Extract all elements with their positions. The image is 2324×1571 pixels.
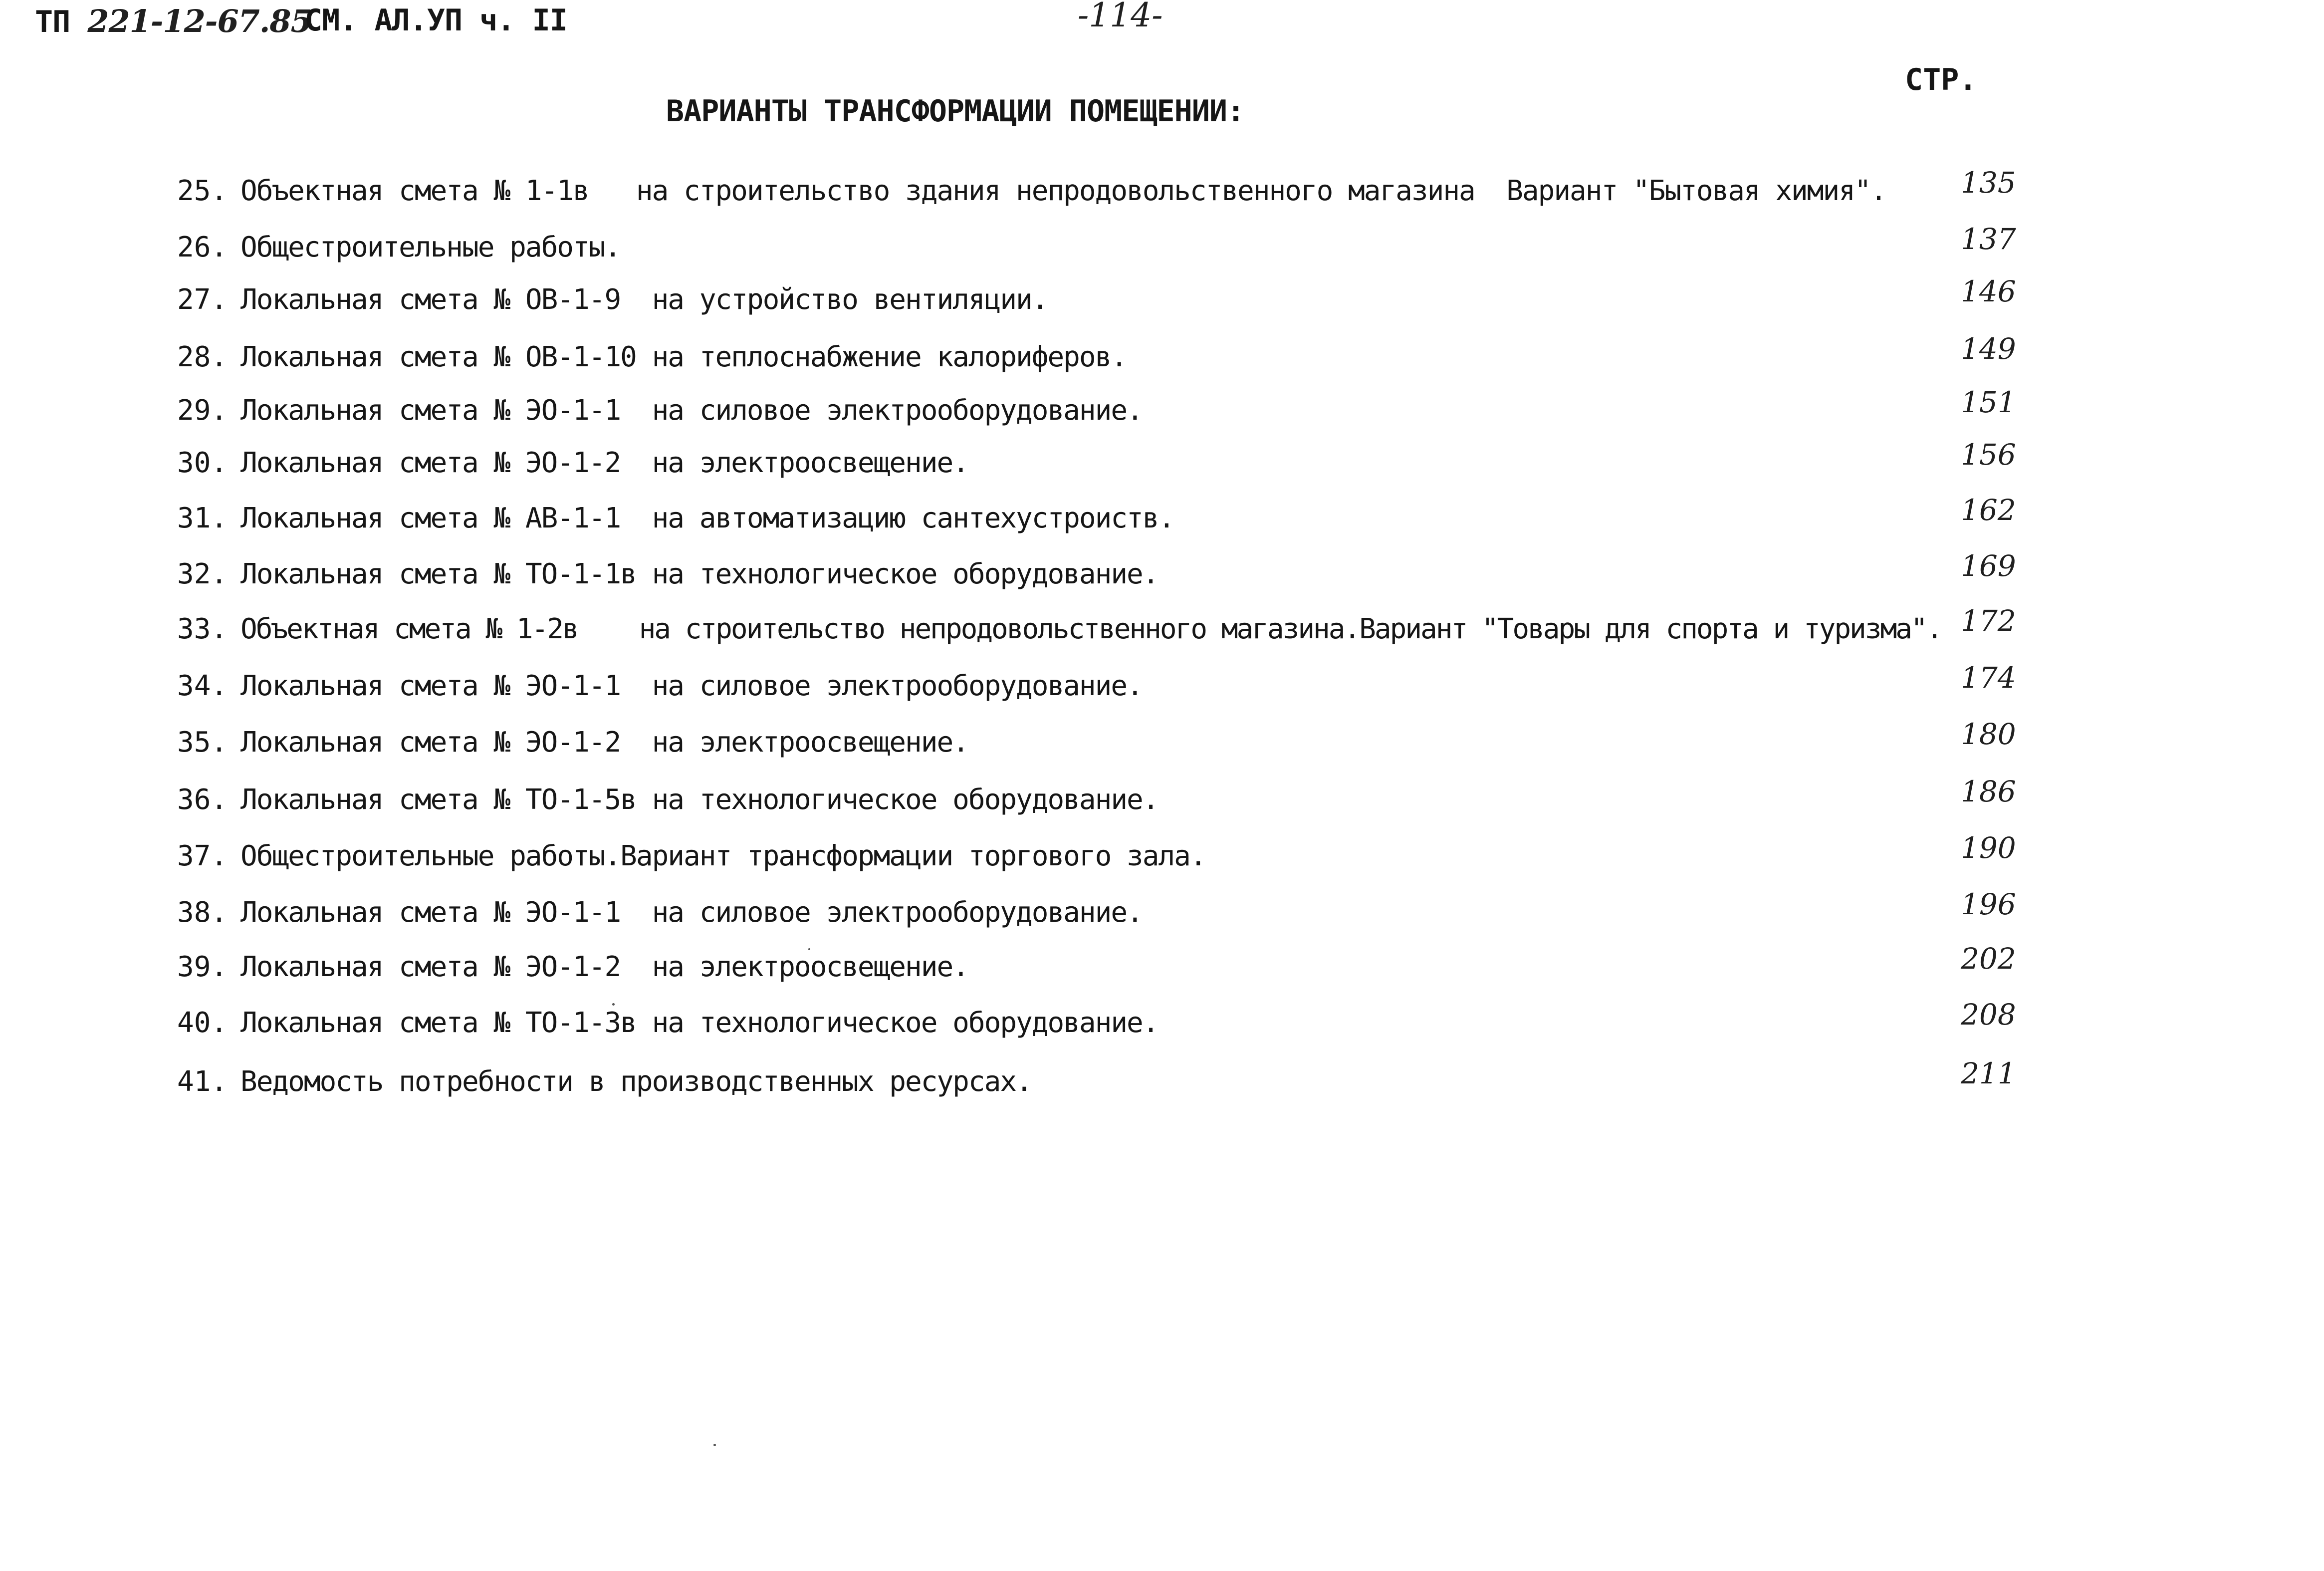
toc-entry	[0, 549, 2324, 603]
toc-entry	[0, 775, 2324, 828]
toc-entry	[0, 1056, 2324, 1110]
toc-entry-number: 37.	[177, 840, 228, 872]
toc-entry	[0, 942, 2324, 996]
toc-entry-page: 202	[1961, 942, 2016, 976]
toc-entry	[0, 998, 2324, 1051]
toc-entry	[0, 274, 2324, 328]
toc-entry-number: 40.	[177, 1007, 228, 1039]
toc-entry-page: 186	[1961, 775, 2016, 808]
toc-entry-number: 36.	[177, 784, 228, 816]
toc-entry	[0, 493, 2324, 547]
toc-entry-number: 30.	[177, 447, 228, 479]
toc-entry-text: Локальная смета № ЭО-1-2 на электроосвещение.	[240, 726, 968, 759]
toc-entry	[0, 385, 2324, 439]
toc-entry-text: Локальная смета № ЭО-1-1 на силовое электрооборудование.	[240, 896, 1143, 929]
toc-entry-number: 31.	[177, 502, 228, 534]
toc-entry-page: 137	[1961, 222, 2016, 256]
toc-entry-number: 29.	[177, 394, 228, 427]
scan-speck	[808, 948, 810, 950]
toc-entry-text: Локальная смета № ЭО-1-2 на электроосвещение.	[240, 447, 968, 479]
toc-entry	[0, 166, 2324, 220]
toc-entry-page: 162	[1961, 493, 2016, 527]
toc-entry-number: 26.	[177, 231, 228, 263]
toc-entry-text: Локальная смета № ОВ-1-10 на теплоснабжение калориферов.	[240, 341, 1127, 373]
toc-entry	[0, 661, 2324, 715]
page-number: -114-	[1078, 0, 1163, 34]
toc-entry	[0, 332, 2324, 386]
toc-entry	[0, 831, 2324, 885]
toc-entry-page: 174	[1961, 661, 2016, 695]
toc-entry-number: 34.	[177, 670, 228, 702]
toc-entry-text: Общестроительные работы.Вариант трансформации торгового зала.	[240, 840, 1206, 872]
toc-entry	[0, 222, 2324, 276]
toc-entry-number: 27.	[177, 283, 228, 316]
toc-entry-text: Ведомость потребности в производственных ресурсах.	[240, 1065, 1032, 1098]
toc-entry-text: Общестроительные работы.	[240, 231, 621, 263]
toc-entry-page: 180	[1961, 717, 2016, 751]
toc-entry-number: 41.	[177, 1065, 228, 1098]
toc-entry-page: 149	[1961, 332, 2016, 366]
toc-entry-text: Локальная смета № ЭО-1-2 на электроосвещение.	[240, 951, 968, 983]
toc-entry-text: Локальная смета № ТО-1-5в на технологическое оборудование.	[240, 784, 1159, 816]
toc-entry-number: 28.	[177, 341, 228, 373]
toc-entry-text: Локальная смета № ЭО-1-1 на силовое электрооборудование.	[240, 394, 1143, 427]
page-column-label: СТР.	[1905, 62, 1977, 97]
toc-entry-text: Локальная смета № ЭО-1-1 на силовое электрооборудование.	[240, 670, 1143, 702]
toc-entry-text: Локальная смета № АВ-1-1 на автоматизацию сантехустроиств.	[240, 502, 1174, 534]
toc-entry-page: 208	[1961, 998, 2016, 1032]
toc-entry-text: Объектная смета № 1-1в на строительство здания непродовольственного магазина Вариант "Бытовая химия".	[240, 175, 1886, 207]
toc-entry-text: Локальная смета № ТО-1-3в на технологическое оборудование.	[240, 1007, 1159, 1039]
toc-entry-page: 135	[1961, 166, 2016, 200]
document-code-prefix: ТП	[35, 4, 88, 39]
toc-entry-page: 156	[1961, 438, 2016, 472]
toc-entry-text: Локальная смета № ОВ-1-9 на устройство вентиляции.	[240, 283, 1048, 316]
document-code-handwritten: 221-12-67.85	[87, 3, 312, 39]
toc-entry-page: 190	[1961, 831, 2016, 865]
toc-entry-page: 172	[1961, 604, 2016, 638]
toc-entry-page: 211	[1961, 1056, 2016, 1090]
toc-entry-page: 196	[1961, 887, 2016, 921]
toc-entry-page: 169	[1961, 549, 2016, 583]
toc-entry	[0, 717, 2324, 771]
toc-entry-number: 35.	[177, 726, 228, 759]
scan-speck	[713, 1444, 716, 1446]
toc-entry	[0, 887, 2324, 941]
toc-entry-number: 33.	[177, 613, 228, 645]
toc-entry-number: 38.	[177, 896, 228, 929]
scan-speck	[612, 1003, 615, 1006]
toc-entry-number: 39.	[177, 951, 228, 983]
toc-entry	[0, 438, 2324, 492]
section-title: ВАРИАНТЫ ТРАНСФОРМАЦИИ ПОМЕЩЕНИИ:	[666, 94, 1245, 129]
toc-entry-text: Локальная смета № ТО-1-1в на технологическое оборудование.	[240, 558, 1159, 590]
toc-entry-page: 146	[1961, 274, 2016, 308]
toc-entry-number: 25.	[177, 175, 228, 207]
toc-entry-page: 151	[1961, 385, 2016, 419]
toc-entry-text: Объектная смета № 1-2в на строительство непродовольственного магазина.Вариант "Товары для спорта и туризма".	[240, 613, 1942, 645]
document-reference: СМ. АЛ.УП ч. II	[304, 3, 567, 38]
toc-entry-number: 32.	[177, 558, 228, 590]
toc-entry	[0, 604, 2324, 658]
